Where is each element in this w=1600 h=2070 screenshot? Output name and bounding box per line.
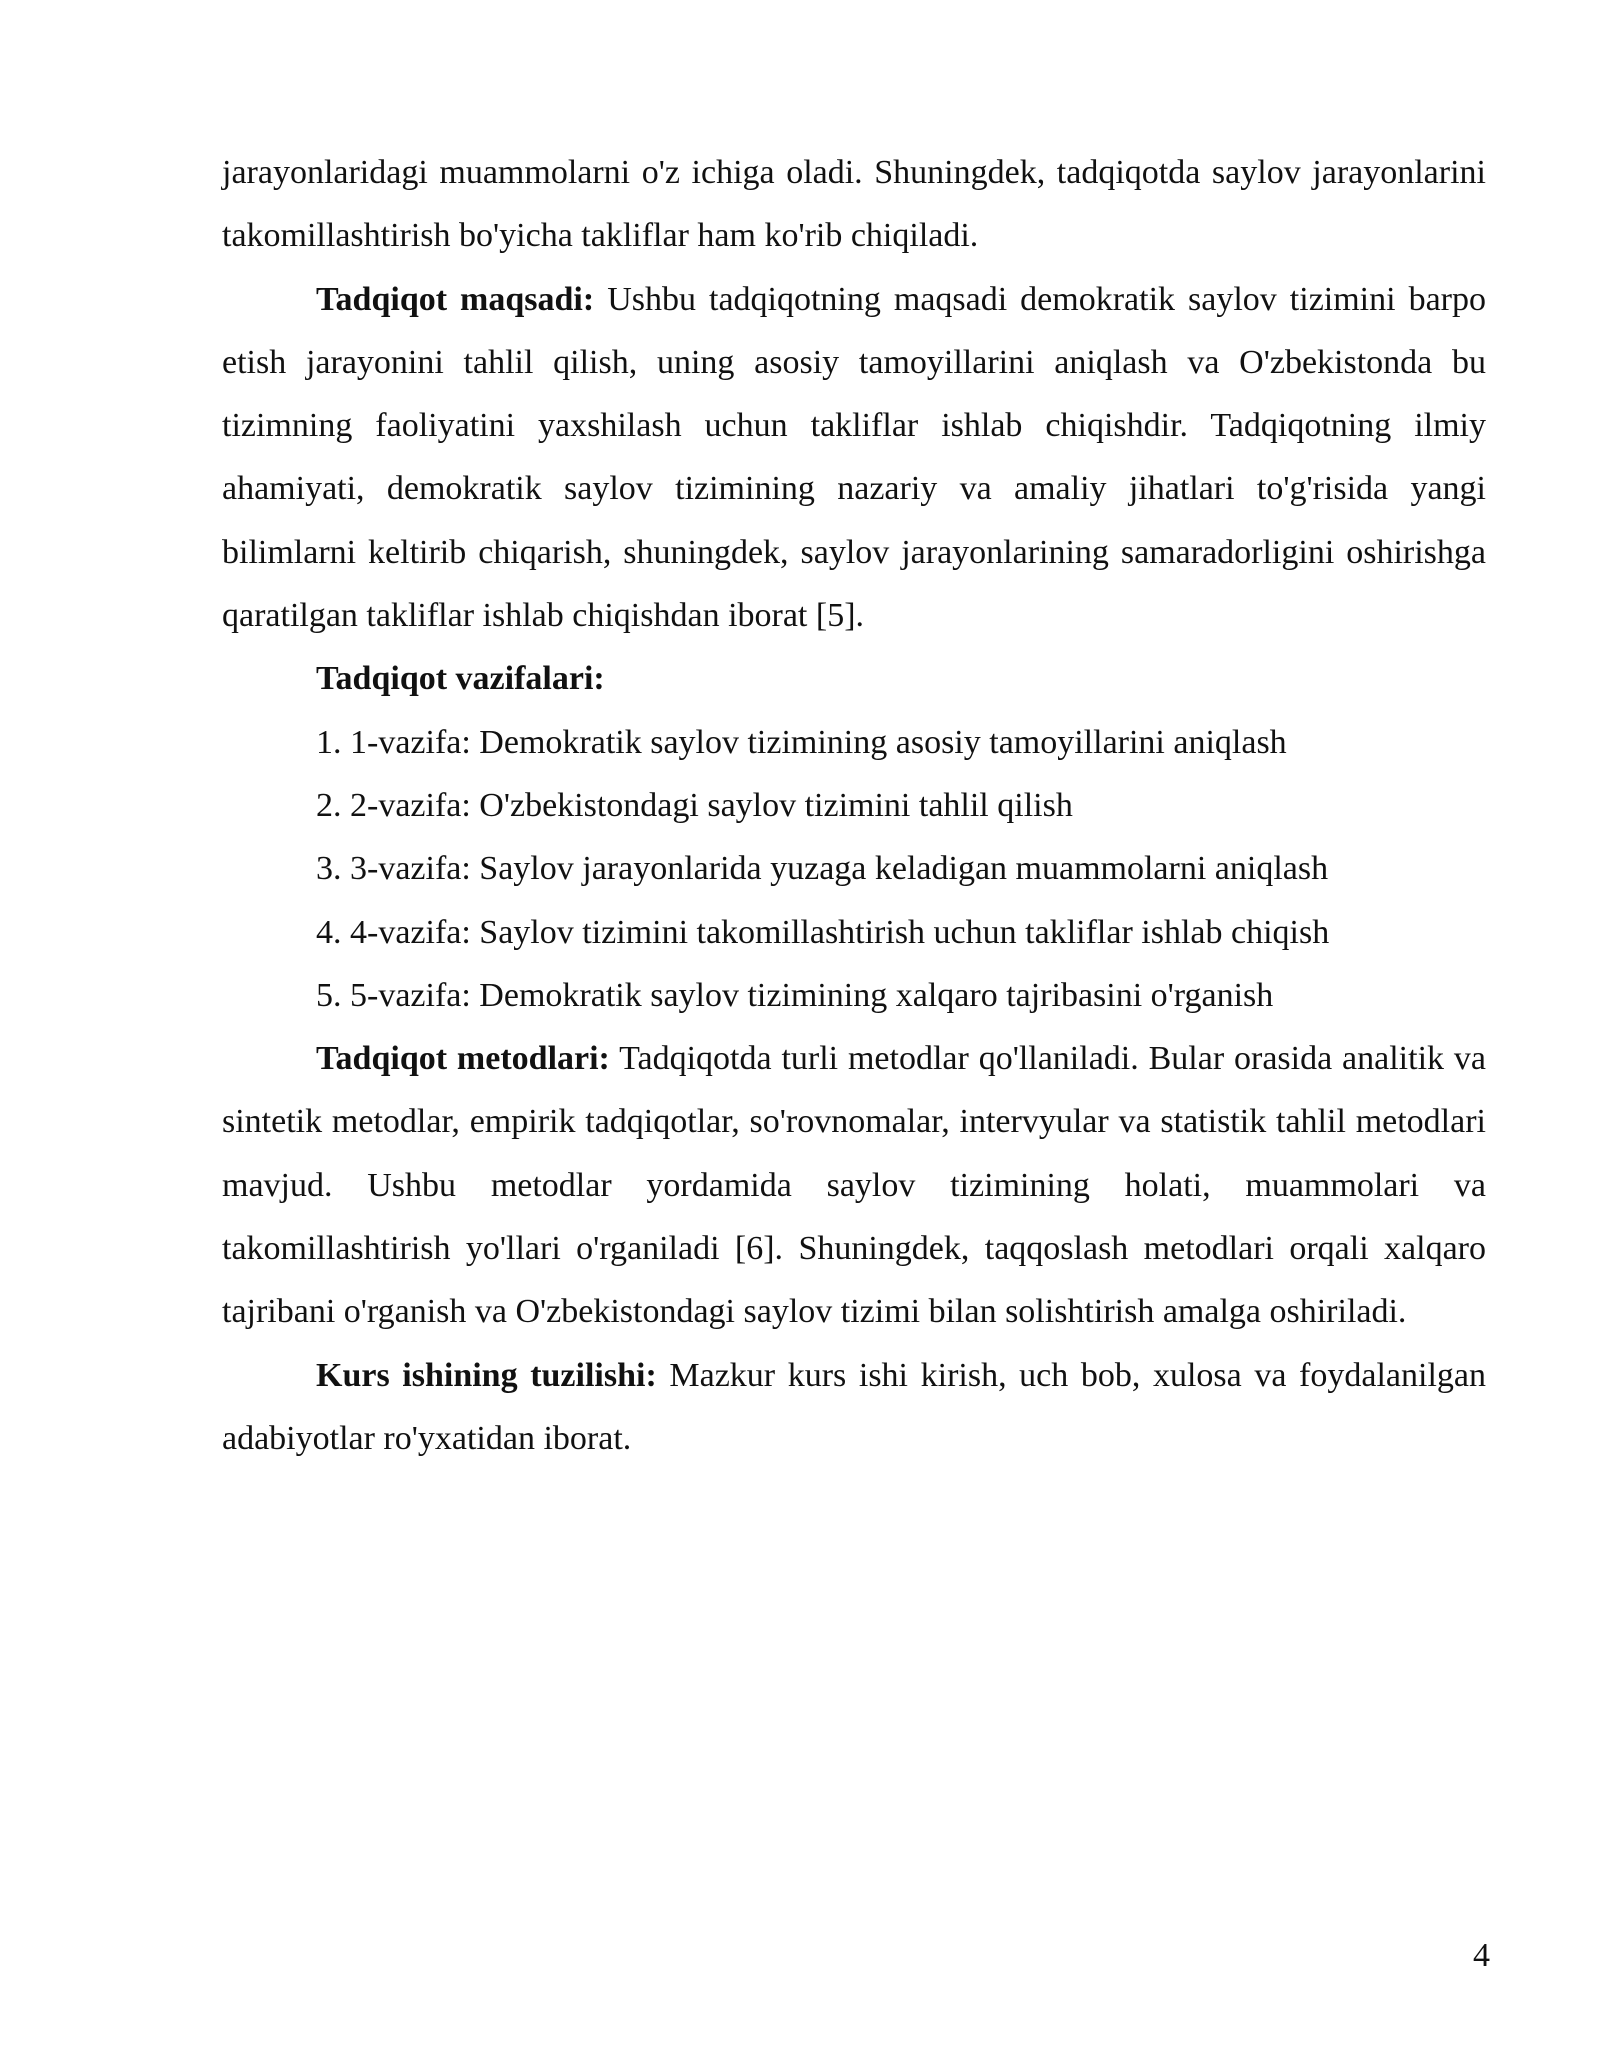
list-item: 4. 4-vazifa: Saylov tizimini takomillashtirish uchun takliflar ishlab chiqish [316, 913, 1330, 951]
vazifalar-list [222, 711, 1486, 1027]
list-item: 1. 1-vazifa: Demokratik saylov tizimining asosiy tamoyillarini aniqlash [316, 723, 1287, 761]
vazifalar-heading-paragraph [222, 647, 1486, 710]
list-item: 2. 2-vazifa: O'zbekistondagi saylov tizimini tahlil qilish [316, 786, 1073, 824]
vazifalar-heading: Tadqiqot vazifalari: [316, 660, 605, 698]
intro-paragraph [222, 141, 1486, 268]
metodlar-heading: Tadqiqot metodlari: [316, 1040, 610, 1078]
metodlar-paragraph [222, 1027, 1486, 1343]
maqsad-heading: Tadqiqot maqsadi: [316, 280, 595, 318]
list-item: 3. 3-vazifa: Saylov jarayonlarida yuzaga keladigan muammolarni aniqlash [316, 850, 1329, 888]
tuzilish-paragraph [222, 1344, 1486, 1471]
body-text [222, 141, 1486, 1470]
metodlar-text: Tadqiqotda turli metodlar qo'llaniladi. Bular orasida analitik va sintetik metodlar, empirik tadqiqotlar, so'rovnomalar, intervyular va statistik tahlil metodlari mavjud. Ushbu metodlar yordamida saylov tizimining holati, muammolari va takomillashtirish yo'llari o'rganiladi [6]. Shuningdek, taqqoslash metodlari orqali xalqaro tajribani o'rganish va O'zbekistondagi saylov tizimi bilan solishtirish amalga oshiriladi. [222, 1040, 1486, 1331]
intro-text: jarayonlaridagi muammolarni o'z ichiga oladi. Shuningdek, tadqiqotda saylov jarayonlarini takomillashtirish bo'yicha takliflar ham ko'rib chiqiladi. [222, 154, 1486, 255]
tuzilish-text: Mazkur kurs ishi kirish, uch bob, xulosa va foydalanilgan adabiyotlar ro'yxatidan iborat. [222, 1356, 1486, 1457]
tuzilish-heading: Kurs ishining tuzilishi: [316, 1356, 657, 1394]
maqsad-paragraph [222, 268, 1486, 648]
maqsad-text: Ushbu tadqiqotning maqsadi demokratik saylov tizimini barpo etish jarayonini tahlil qilish, uning asosiy tamoyillarini aniqlash va O'zbekistonda bu tizimning faoliyatini yaxshilash uchun takliflar ishlab chiqishdir. Tadqiqotning ilmiy ahamiyati, demokratik saylov tizimining nazariy va amaliy jihatlari to'g'risida yangi bilimlarni keltirib chiqarish, shuningdek, saylov jarayonlarining samaradorligini oshirishga qaratilgan takliflar ishlab chiqishdan iborat [5]. [222, 280, 1486, 635]
list-item: 5. 5-vazifa: Demokratik saylov tizimining xalqaro tajribasini o'rganish [316, 976, 1274, 1014]
page-number: 4 [1473, 1937, 1490, 1974]
